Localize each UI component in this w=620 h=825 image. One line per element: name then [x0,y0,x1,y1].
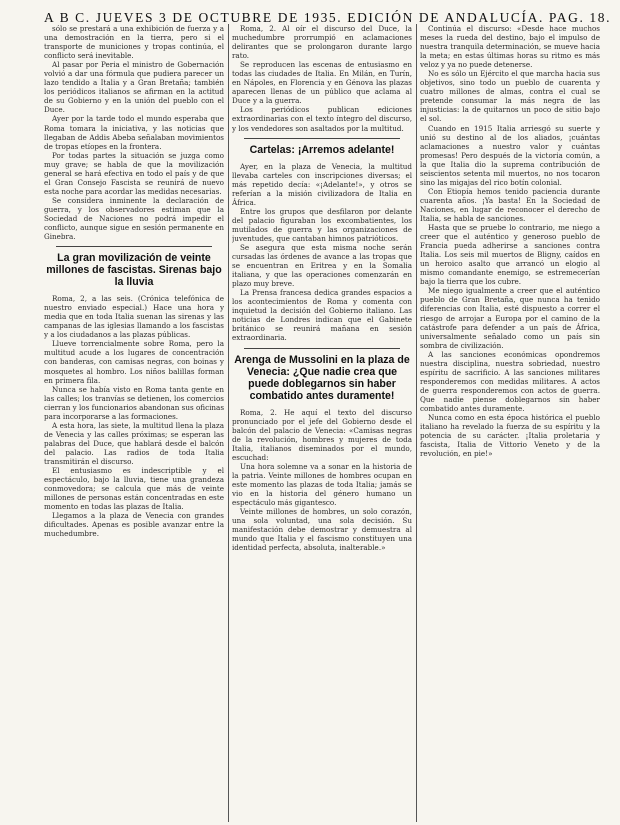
paragraph: Ayer, en la plaza de Venecia, la multitud llevaba carteles con inscripciones diversas; el más repetido decía: «¡Adelante!», y otros se referían a la misión civilizadora de Italia en África. [232,161,412,207]
paragraph: A las sanciones económicas opondremos nuestra disciplina, nuestra sobriedad, nuestro espíritu de sacrificio. A las sanciones militares responderemos con medidas militares. A actos de guerra responderemos con actos de guerra. Que nadie piense doblegarnos sin haber combatido antes duramente. [420,349,600,413]
paragraph: Llueve torrencialmente sobre Roma, pero la multitud acude a los lugares de concentración con banderas, con camisas negras, con boinas y mosquetes al hombro. Los niños balillas forman en primera fila. [44,339,224,385]
section-divider [244,348,400,349]
paragraph: Veinte millones de hombres, un solo corazón, una sola voluntad, una sola decisión. Su manifestación debe demostrar y demuestra al mundo que Italia y el fascismo constituyen una identidad perfecta, absoluta, inalterable.» [232,507,412,553]
paragraph: sólo se prestará a una exhibición de fuerza y a una demostración en la tierra, pero si el transporte de municiones y tropas continúa, el conflicto será inevitable. [44,24,224,61]
paragraph: Me niego igualmente a creer que el auténtico pueblo de Gran Bretaña, que nunca ha tenido diferencias con Italia, esté dispuesto a correr el riesgo de arrojar a Europa por el camino de la catástrofe para defender a un país de África, universalmente señalado como un país sin sombra de civilización. [420,286,600,350]
paragraph: Una hora solemne va a sonar en la historia de la patria. Veinte millones de hombres ocupan en este momento las plazas de toda Italia; jamás se vio en la historia del género humano un espectáculo más gigantesco. [232,461,412,507]
headline-movilizacion: La gran movilización de veinte millones de fascistas. Sirenas bajo la lluvia [46,252,222,289]
paragraph: El entusiasmo es indescriptible y el espectáculo, bajo la lluvia, tiene una grandeza conmovedora; se calcula que más de veinte millones de personas están concentradas en este momento en todas las plazas de Italia. [44,466,224,512]
section-divider [56,246,212,247]
column-rule [416,24,417,822]
paragraph: Los periódicos publican ediciones extraordinarias con el texto íntegro del discurso, y los vendedores son asaltados por la multitud. [232,105,412,133]
column-rule [228,24,229,822]
paragraph: Nunca se había visto en Roma tanta gente en las calles; los tranvías se detienen, los comercios cierran y los funcionarios abandonan sus oficinas para incorporarse a las formaciones. [44,384,224,421]
paragraph: Se considera inminente la declaración de guerra, y los observadores estiman que la Sociedad de Naciones no podrá impedir el conflicto, aunque sigue en sesión permanente en Ginebra. [44,195,224,242]
headline-arenga-mussolini: Arenga de Mussolini en la plaza de Venecia: ¿Que nadie crea que puede doblegarnos sin haber combatido antes duramente! [234,353,410,402]
paragraph: Por todas partes la situación se juzga como muy grave; se habla de que la movilización general se hará efectiva en todo el país y de que el Gran Consejo Fascista se reunirá de nuevo esta noche para acordar las medidas necesarias. [44,150,224,196]
paragraph: Roma, 2. Al oír el discurso del Duce, la muchedumbre prorrumpió en aclamaciones delirantes que se prolongaron durante largo rato. [232,24,412,61]
paragraph: Continúa el discurso: «Desde hace muchos meses la rueda del destino, bajo el impulso de nuestra tranquila determinación, se mueve hacia la meta; en estas últimas horas su ritmo es más veloz y ya no puede detenerse. [420,24,600,70]
paragraph: Roma, 2. He aquí el texto del discurso pronunciado por el jefe del Gobierno desde el balcón del palacio de Venecia: «Camisas negras de la revolución, hombres y mujeres de toda Italia, italianos diseminados por el mundo, escuchad: [232,407,412,462]
paragraph: Nunca como en esta época histórica el pueblo italiano ha revelado la fuerza de su espíritu y la potencia de su carácter. ¡Italia proletaria y fascista, Italia de Vittorio Veneto y de la revolución, en pie!» [420,413,600,459]
column-2 [232,24,412,824]
paragraph: A esta hora, las siete, la multitud llena la plaza de Venecia y las calles próximas; se esperan las palabras del Duce, que hablará desde el balcón del palacio. Las radios de toda Italia transmitirán el discurso. [44,420,224,466]
paragraph: Cuando en 1915 Italia arriesgó su suerte y unió su destino al de los aliados, ¡cuántas aclamaciones a nuestro valor y cuántas promesas! Pero después de la victoria común, a la que Italia dio la suprema contribución de seiscientos setenta mil muertos, no nos tocaron sino las migajas del rico botín colonial. [420,123,600,187]
paragraph: Hasta que se pruebe lo contrario, me niego a creer que el auténtico y generoso pueblo de Francia pueda adherirse a sanciones contra Italia. Los seis mil muertos de Bligny, caídos en un heroico asalto que arrancó un elogio al mismo comandante enemigo, se estremecerían bajo la tierra que los cubre. [420,223,600,287]
section-divider [244,138,400,139]
paragraph: Al pasar por Peria el ministro de Gobernación volvió a dar una fórmula que pudiera parecer un lazo tendido a Italia y a Gran Bretaña; también los periódicos italianos se afirman en la actitud de su Gobierno y en la unión del pueblo con el Duce. [44,60,224,115]
paragraph: No es sólo un Ejército el que marcha hacia sus objetivos, sino todo un pueblo de cuarenta y cuatro millones de almas, contra el cual se pretende consumar la más negra de las injusticias: la de quitarnos un poco de sitio bajo el sol. [420,69,600,124]
column-1 [44,24,224,824]
paragraph: Ayer por la tarde todo el mundo esperaba que Roma tomara la iniciativa, y las noticias que llegaban de Addis Abeba señalaban movimientos de tropas etíopes en la frontera. [44,114,224,151]
column-3 [420,24,600,824]
paragraph: Roma, 2, a las seis. (Crónica telefónica de nuestro enviado especial.) Hace una hora y media que en toda Italia suenan las sirenas y las campanas de las iglesias llamando a los fascistas y a los ciudadanos a las plazas públicas. [44,294,224,340]
paragraph: La Prensa francesa dedica grandes espacios a los acontecimientos de Roma y comenta con inquietud la decisión del Gobierno italiano. Las noticias de Londres indican que el Gabinete británico se reunirá mañana en sesión extraordinaria. [232,288,412,343]
paragraph: Entre los grupos que desfilaron por delante del palacio figuraban los excombatientes, los mutilados de guerra y las organizaciones de juventudes, que cantaban himnos patrióticos. [232,206,412,243]
paragraph: Con Etiopía hemos tenido paciencia durante cuarenta años. ¡Ya basta! En la Sociedad de Naciones, en lugar de reconocer el derecho de Italia, se habla de sanciones. [420,186,600,223]
paragraph: Llegamos a la plaza de Venecia con grandes dificultades. Apenas es posible avanzar entre la muchedumbre. [44,511,224,539]
page-masthead: A B C. JUEVES 3 DE OCTUBRE DE 1935. EDICIÓN DE ANDALUCÍA. PAG. 18. [44,10,612,25]
paragraph: Se reproducen las escenas de entusiasmo en todas las ciudades de Italia. En Milán, en Turín, en Nápoles, en Florencia y en Génova las plazas aparecen llenas de un público que aclama al Duce y a la guerra. [232,60,412,106]
paragraph: Se asegura que esta misma noche serán cursadas las órdenes de avance a las tropas que se encuentran en Eritrea y en la Somalia italiana, y que las operaciones comenzarán en plazo muy breve. [232,242,412,289]
headline-carteles: Cartelas: ¡Arremos adelante! [249,143,395,156]
